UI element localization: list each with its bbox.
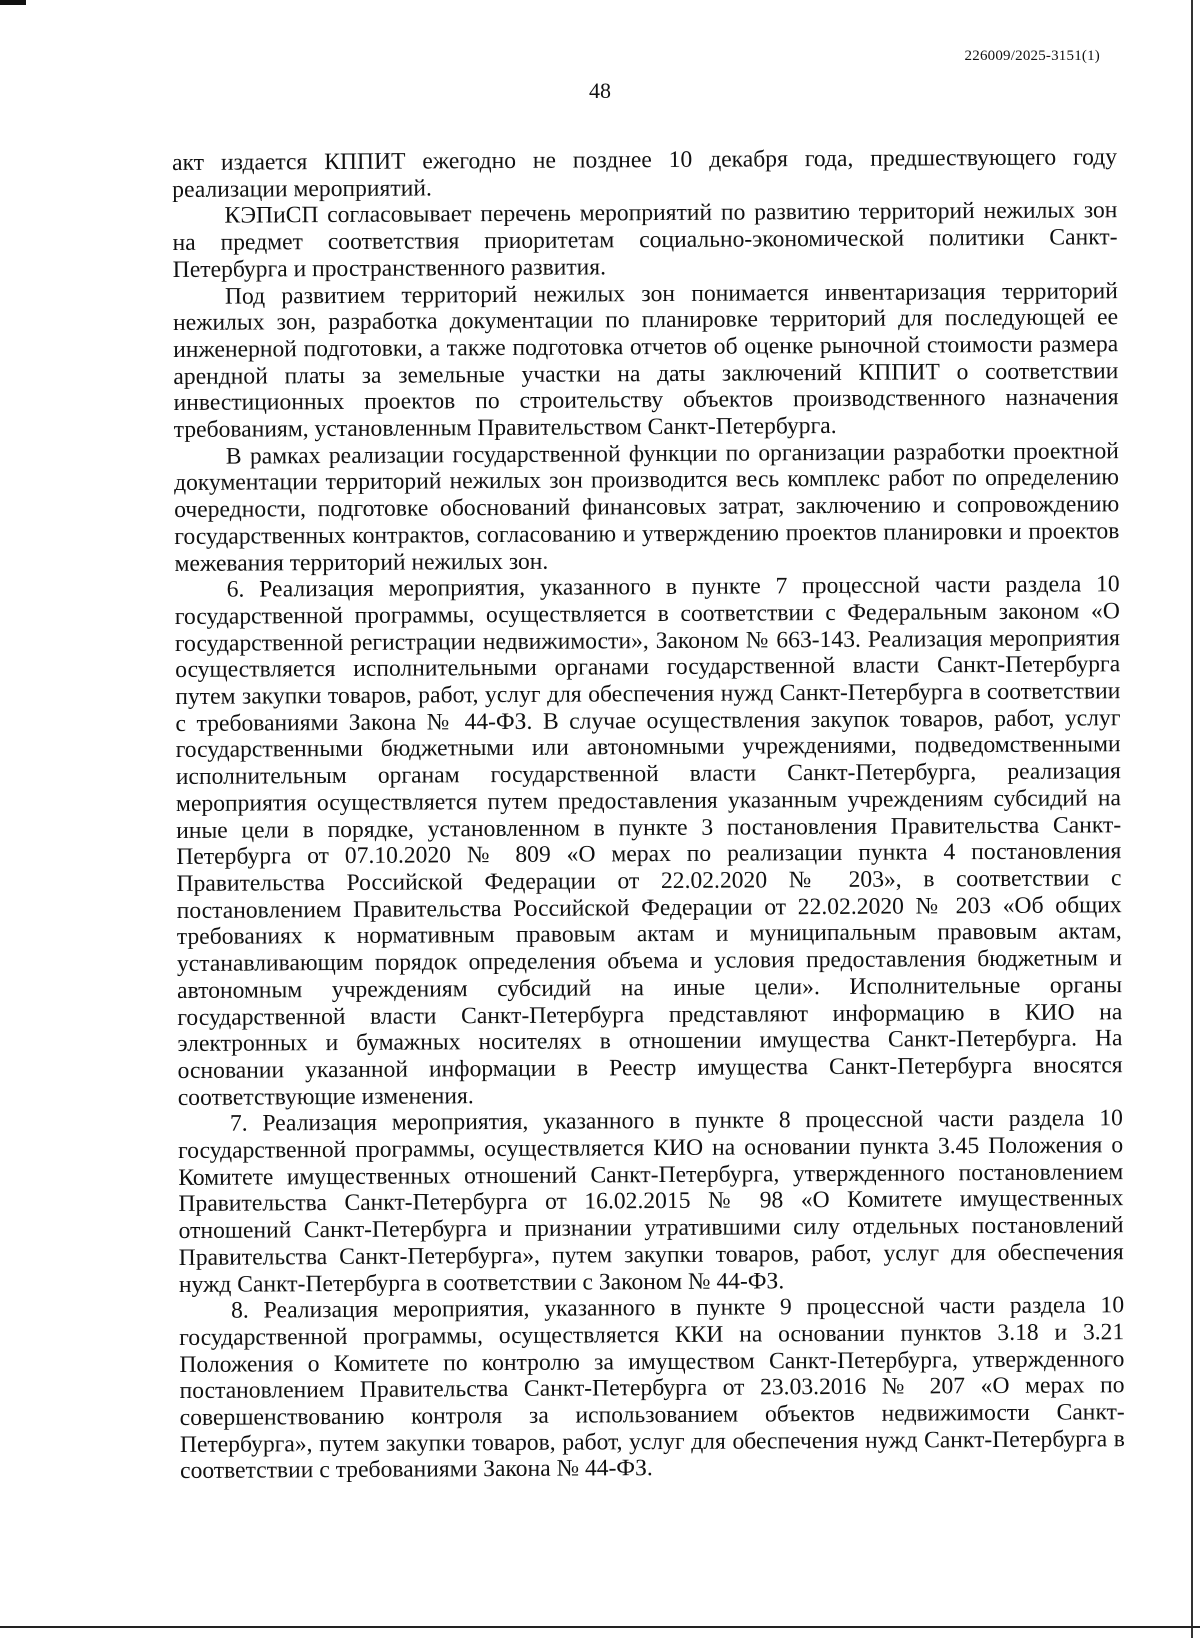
paragraph: акт издается КППИТ ежегодно не позднее 10 декабря года, предшествующего году реализации мероприятий. — [172, 144, 1118, 203]
document-body — [172, 144, 1125, 1485]
paragraph: Под развитием территорий нежилых зон понимается инвентаризация территорий нежилых зон, разработка документации по планировке территорий для последующей ее инженерной подготовки, а также подготовка отчетов об оценке рыночной стоимости размера арендной платы за земельные участки на даты заключений КППИТ о соответствии инвестиционных проектов по строительству объектов производственного назначения требованиям, установленным Правительством Санкт-Петербурга. — [172, 277, 1119, 444]
numbered-paragraph-6: 6. Реализация мероприятия, указанного в пункте 7 процессной части раздела 10 государственной программы, осуществляется в соответствии с Федеральным законом «О государственной регистрации недвижимости», Законом № 663-143. Реализация мероприятия осуществляется исполнительными органами государственной власти Санкт-Петербурга путем закупки товаров, работ, услуг для обеспечения нужд Санкт-Петербурга в соответствии с требованиями Закона № 44-ФЗ. В случае осуществления закупок товаров, работ, услуг государственными бюджетными или автономными учреждениями, подведомственными исполнительным органам государственной власти Санкт-Петербурга, реализация мероприятия осуществляется путем предоставления указанным учреждениям субсидий на иные цели в порядке, установленном в пункте 3 постановления Правительства Санкт-Петербурга от 07.10.2020 № 809 «О мерах по реализации пункта 4 постановления Правительства Российской Федерации от 22.02.2020 № 203», в соответствии с постановлением Правительства Российской Федерации от 22.02.2020 № 203 «Об общих требованиях к нормативным правовым актам и муниципальным правовым актам, устанавливающим порядок определения объема и условия предоставления бюджетным и автономным учреждениям субсидий на иные цели». Исполнительные органы государственной власти Санкт-Петербурга представляют информацию в КИО на электронных и бумажных носителях в отношении имущества Санкт-Петербурга. На основании указанной информации в Реестр имущества Санкт-Петербурга вносятся соответствующие изменения. — [174, 571, 1123, 1111]
numbered-paragraph-8: 8. Реализация мероприятия, указанного в пункте 9 процессной части раздела 10 государственной программы, осуществляется ККИ на основании пунктов 3.18 и 3.21 Положения о Комитете по контролю за имуществом Санкт-Петербурга, утвержденного постановлением Правительства Санкт-Петербурга от 23.03.2016 № 207 «О мерах по совершенствованию контроля за использованием объектов недвижимости Санкт-Петербурга», путем закупки товаров, работ, услуг для обеспечения нужд Санкт-Петербурга в соответствии с требованиями Закона № 44-ФЗ. — [179, 1292, 1125, 1485]
scan-artifact-top — [0, 0, 26, 5]
document-id: 226009/2025-3151(1) — [964, 48, 1100, 64]
page-number: 48 — [589, 78, 611, 103]
paragraph: КЭПиСП согласовывает перечень мероприятий по развитию территорий нежилых зон на предмет соответствия приоритетам социально-экономической политики Санкт-Петербурга и пространственного развития. — [172, 197, 1118, 283]
scan-artifact-bottom-edge — [0, 1626, 1200, 1628]
paragraph: В рамках реализации государственной функции по организации разработки проектной документации территорий нежилых зон производится весь комплекс работ по определению очередности, подготовке обоснований финансовых затрат, заключению и сопровождению государственных контрактов, согласованию и утверждению проектов планировки и проектов межевания территорий нежилых зон. — [173, 437, 1120, 577]
numbered-paragraph-7: 7. Реализация мероприятия, указанного в пункте 8 процессной части раздела 10 государственной программы, осуществляется КИО на основании пункта 3.45 Положения о Комитете имущественных отношений Санкт-Петербурга, утвержденного постановлением Правительства Санкт-Петербурга от 16.02.2015 № 98 «О Комитете имущественных отношений Санкт-Петербурга и признании утратившими силу отдельных постановлений Правительства Санкт-Петербурга», путем закупки товаров, работ, услуг для обеспечения нужд Санкт-Петербурга в соответствии с Законом № 44-ФЗ. — [178, 1105, 1124, 1298]
scan-artifact-right-edge — [1191, 0, 1193, 1638]
